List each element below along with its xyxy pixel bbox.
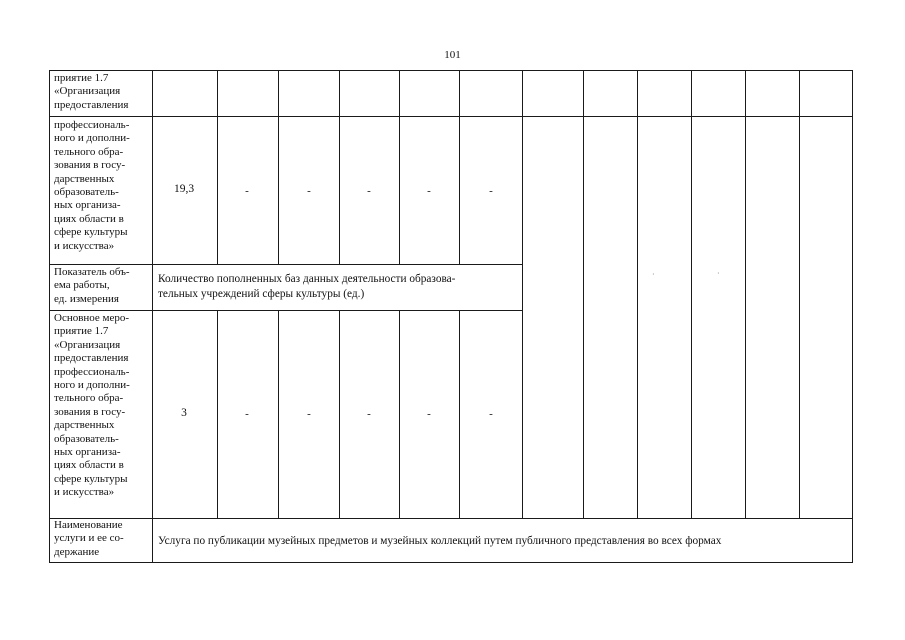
table-border-bottom	[49, 562, 852, 563]
row-label: Наименование услуги и ее со- держание	[54, 519, 124, 558]
empty-value: -	[307, 408, 311, 420]
indicator-description: Количество пополненных баз данных деятельности образова- тельных учреждений сферы культуры (ед.)	[158, 273, 456, 300]
empty-value: -	[489, 408, 493, 420]
row-divider	[49, 264, 523, 265]
column-divider	[459, 70, 460, 265]
column-divider	[278, 310, 279, 519]
empty-value: -	[245, 185, 249, 197]
row-label: приятие 1.7 «Организация предоставления	[54, 72, 129, 111]
scan-speck: ·	[717, 269, 720, 278]
row-divider	[49, 310, 523, 311]
column-divider	[339, 70, 340, 265]
empty-value: -	[245, 408, 249, 420]
row-value: 19,3	[173, 183, 195, 195]
column-divider	[745, 70, 746, 519]
row-value: 3	[181, 407, 187, 419]
column-divider	[399, 310, 400, 519]
row-label: профессиональ- ного и дополни- тельного обра- зования в госу- дарственных образователь- ных организа- циях области в сфере культуры и искусства»	[54, 119, 130, 252]
column-divider	[799, 70, 800, 519]
row-divider	[49, 116, 852, 117]
row-label: Основное меро- приятие 1.7 «Организация предоставления профессиональ- ного и дополни- тельного обра- зования в госу- дарственных образователь- ных организа- циях области в сфере культуры и искусства»	[54, 312, 130, 499]
table-border-right	[852, 70, 853, 563]
empty-value: -	[367, 185, 371, 197]
empty-value: -	[427, 408, 431, 420]
empty-value: -	[307, 185, 311, 197]
page-number: 101	[444, 49, 461, 61]
column-divider	[152, 70, 153, 563]
column-divider	[522, 70, 523, 519]
scan-speck: ·	[652, 270, 655, 279]
empty-value: -	[489, 185, 493, 197]
empty-value: -	[427, 185, 431, 197]
column-divider	[637, 70, 638, 519]
column-divider	[217, 310, 218, 519]
column-divider	[217, 70, 218, 265]
column-divider	[278, 70, 279, 265]
service-description: Услуга по публикации музейных предметов и музейных коллекций путем публичного представления во всех формах	[158, 535, 722, 547]
column-divider	[583, 70, 584, 519]
table-border-left	[49, 70, 50, 563]
column-divider	[691, 70, 692, 519]
row-label: Показатель объ- ема работы, ед. измерения	[54, 266, 130, 305]
column-divider	[459, 310, 460, 519]
table-border-top	[49, 70, 852, 71]
column-divider	[339, 310, 340, 519]
column-divider	[399, 70, 400, 265]
empty-value: -	[367, 408, 371, 420]
row-divider	[49, 518, 852, 519]
